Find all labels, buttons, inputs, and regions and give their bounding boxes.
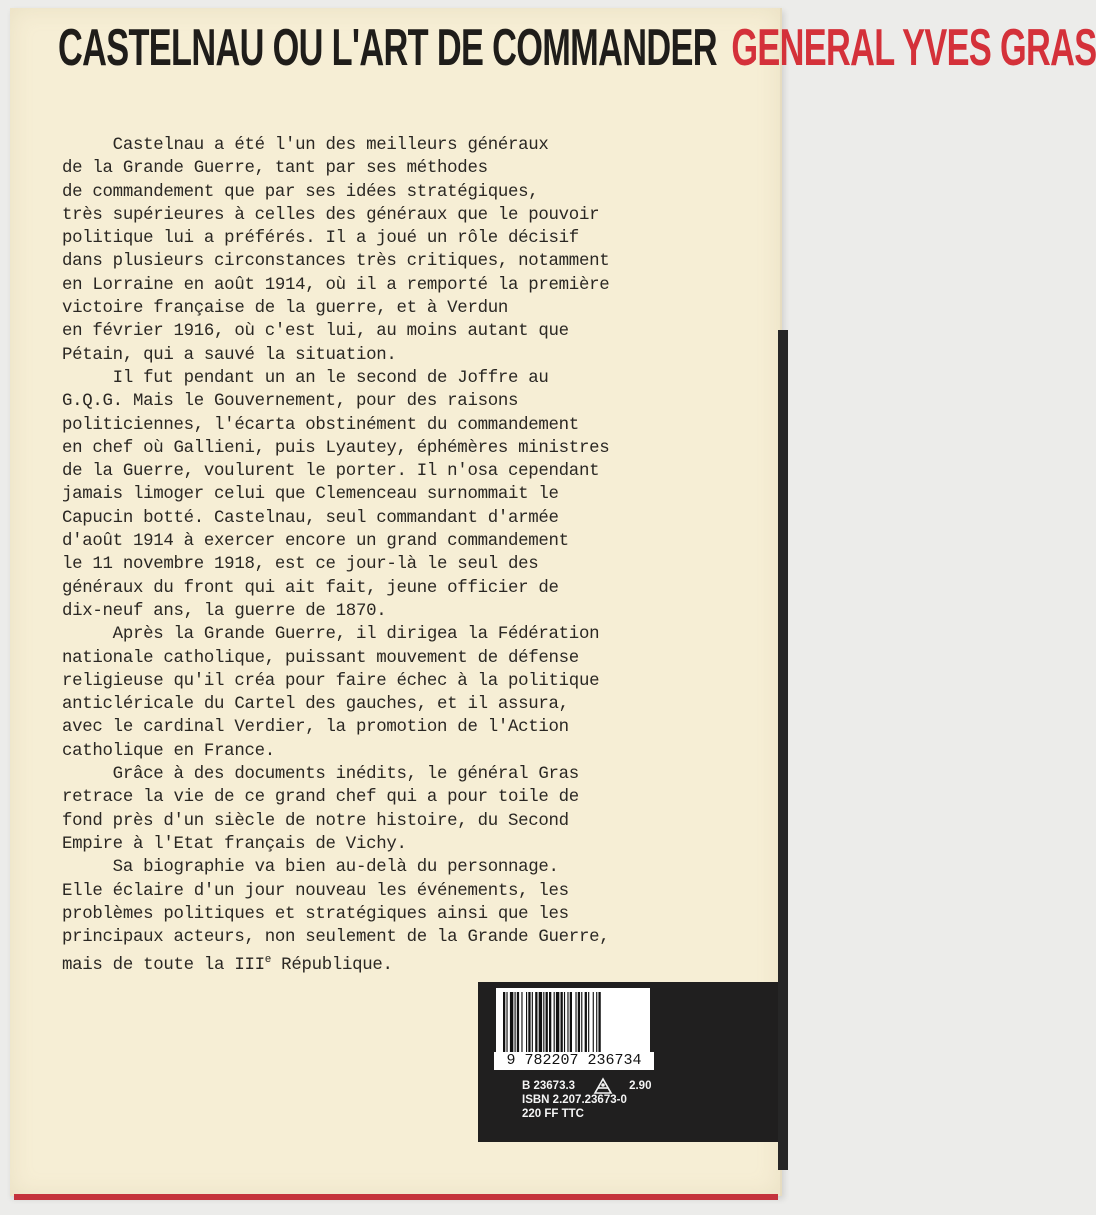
barcode-bars <box>502 992 644 1052</box>
blurb-line: retrace la vie de ce grand chef qui a pour toile de <box>62 788 579 808</box>
blurb-line: d'août 1914 à exercer encore un grand commandement <box>62 532 569 552</box>
blurb-line: Castelnau a été l'un des meilleurs généraux <box>62 136 549 155</box>
blurb-line: de commandement que par ses idées stratégiques, <box>62 182 539 202</box>
blurb-line: politiciennes, l'écarta obstinément du commandement <box>62 415 579 435</box>
blurb-line: jamais limoger celui que Clemenceau surnommait le <box>62 485 559 505</box>
price: 220 FF TTC <box>522 1108 584 1120</box>
blurb-line: en chef où Gallieni, puis Lyautey, éphémères ministres <box>62 438 610 458</box>
blurb-line: dix-neuf ans, la guerre de 1870. <box>62 601 387 621</box>
price-code: 2.90 <box>629 1080 652 1092</box>
blurb-line: victoire française de la guerre, et à Verdun <box>62 299 508 319</box>
blurb-line: Il fut pendant un an le second de Joffre au <box>62 368 549 388</box>
cover-red-edge <box>14 1194 778 1200</box>
ref-row <box>522 1079 651 1093</box>
blurb-line: Pétain, qui a sauvé la situation. <box>62 345 397 365</box>
blurb-line: en février 1916, où c'est lui, au moins autant que <box>62 322 569 342</box>
blurb-line: le 11 novembre 1918, est ce jour-là le seul des <box>62 555 539 575</box>
last-line-superscript: e <box>264 954 272 967</box>
book-author: GENERAL YVES GRAS <box>731 19 1096 77</box>
last-line-end: République. <box>271 956 393 976</box>
blurb-line: de la Grande Guerre, tant par ses méthodes <box>62 159 488 179</box>
blurb-line: Empire à l'Etat français de Vichy. <box>62 834 407 854</box>
blurb-line: généraux du front qui ait fait, jeune officier de <box>62 578 559 598</box>
blurb-line: Grâce à des documents inédits, le général Gras <box>62 765 579 785</box>
blurb-line: G.Q.G. Mais le Gouvernement, pour des raisons <box>62 392 519 412</box>
blurb-line: politique lui a préférés. Il a joué un rôle décisif <box>62 229 579 249</box>
blurb-last-line <box>62 949 712 976</box>
blurb-line: Elle éclaire d'un jour nouveau les événements, les <box>62 881 569 901</box>
blurb-line: en Lorraine en août 1914, où il a remporté la première <box>62 275 610 295</box>
ref-code: B 23673.3 <box>522 1080 576 1092</box>
blurb-line: Sa biographie va bien au-delà du personnage. <box>62 858 559 878</box>
blurb-line: dans plusieurs circonstances très critiques, notamment <box>62 252 610 272</box>
cover-header <box>58 18 1096 88</box>
blurb-line: religieuse qu'il créa pour faire échec à la politique <box>62 671 600 691</box>
blurb-line: anticléricale du Cartel des gauches, et il assura, <box>62 695 569 715</box>
blurb-line: Capucin botté. Castelnau, seul commandant d'armée <box>62 508 559 528</box>
blurb-line: catholique en France. <box>62 741 275 761</box>
blurb-line: nationale catholique, puissant mouvement de défense <box>62 648 579 668</box>
blurb-text <box>62 134 712 976</box>
barcode-panel <box>478 982 778 1142</box>
price-info <box>522 1079 651 1121</box>
barcode <box>496 988 650 1052</box>
blurb-line: de la Guerre, voulurent le porter. Il n'osa cependant <box>62 462 600 482</box>
blurb-line: principaux acteurs, non seulement de la Grande Guerre, <box>62 928 610 948</box>
blurb-line: Après la Grande Guerre, il dirigea la Fédération <box>62 625 600 645</box>
cover-dark-band <box>778 330 788 1170</box>
last-line-start: mais de toute la III <box>62 956 265 976</box>
blurb-line: problèmes politiques et stratégiques ainsi que les <box>62 904 569 924</box>
blurb-line: fond près d'un siècle de notre histoire, du Second <box>62 811 569 831</box>
blurb-line: très supérieures à celles des généraux que le pouvoir <box>62 205 600 225</box>
barcode-digits: 9 782207 236734 <box>494 1052 654 1070</box>
isbn: ISBN 2.207.23673-0 <box>522 1094 627 1106</box>
book-title: CASTELNAU OU L'ART DE COMMANDER <box>58 19 717 77</box>
blurb-line: avec le cardinal Verdier, la promotion de l'Action <box>62 718 569 738</box>
